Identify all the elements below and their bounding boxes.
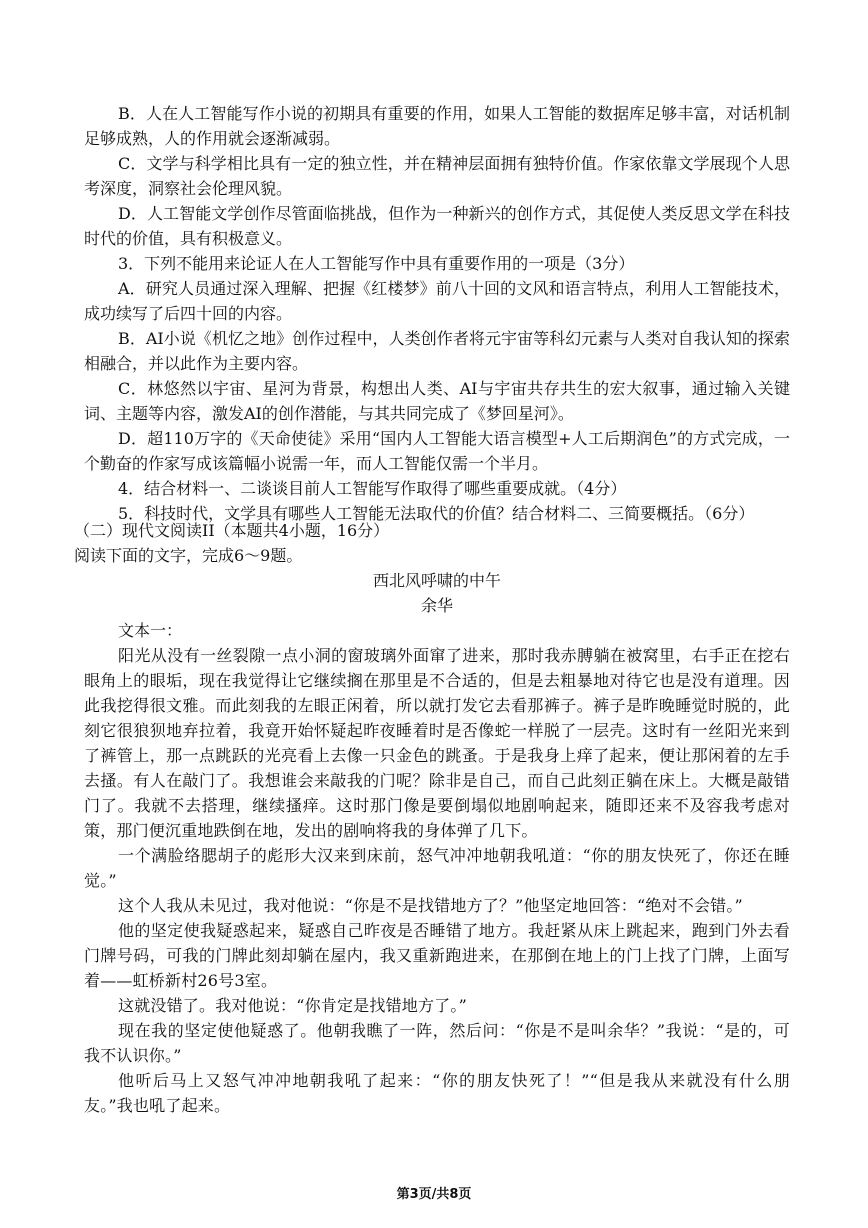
story-title: 西北风呼啸的中午 (372, 571, 501, 590)
story-paragraph: 这就没错了。我对他说：“你肯定是找错地方了。” (118, 996, 467, 1015)
option-q3-c: C．林悠然以宇宙、星河为背景，构想出人类、AI与宇宙共存共生的宏大叙事，通过输入关键词、主题等内容，激发AI的创作潜能，与其共同完成了《梦回星河》。 (84, 379, 790, 423)
story-paragraph: 一个满脸络腮胡子的彪形大汉来到床前，怒气冲冲地朝我吼道：“你的朋友快死了，你还在睡觉。” (84, 846, 790, 890)
question-3-stem: 3．下列不能用来论证人在人工智能写作中具有重要作用的一项是（3分） (118, 254, 635, 273)
option-q3-a: A．研究人员通过深入理解、把握《红楼梦》前八十回的文风和语言特点，利用人工智能技术，成功续写了后四十回的内容。 (84, 279, 790, 323)
story-paragraph: 这个人我从未见过，我对他说：“你是不是找错地方了？”他坚定地回答：“绝对不会错。” (118, 896, 743, 915)
story-paragraph: 他的坚定使我疑惑起来，疑惑自己昨夜是否睡错了地方。我赶紧从床上跳起来，跑到门外去看门牌号码，可我的门牌此刻却躺在屋内，我又重新跑进来，在那倒在地上的门上找了门牌，上面写着——虹桥新村26号3室。 (84, 921, 790, 990)
option-q2-b: B．人在人工智能写作小说的初期具有重要的作用，如果人工智能的数据库足够丰富，对话机制足够成熟，人的作用就会逐渐减弱。 (84, 104, 790, 148)
story-paragraph: 现在我的坚定使他疑惑了。他朝我瞧了一阵，然后问：“你是不是叫余华？”我说：“是的，可我不认识你。” (84, 1021, 790, 1065)
section-heading: （二）现代文阅读II（本题共4小题，16分） (74, 521, 390, 540)
question-4: 4．结合材料一、二谈谈目前人工智能写作取得了哪些重要成就。（4分） (118, 479, 627, 498)
question-5: 5．科技时代，文学具有哪些人工智能无法取代的价值？结合材料二、三简要概括。（6分） (118, 504, 755, 523)
story-author: 余华 (420, 596, 453, 615)
story-block (84, 568, 790, 1118)
story-body (84, 643, 790, 1118)
option-q2-c: C．文学与科学相比具有一定的独立性，并在精神层面拥有独特价值。作家依靠文学展现个人思考深度，洞察社会伦理风貌。 (84, 154, 790, 198)
option-q3-b: B．AI小说《机忆之地》创作过程中，人类创作者将元宇宙等科幻元素与人类对自我认知的探索相融合，并以此作为主要内容。 (84, 329, 790, 373)
page-number: 第3页/共8页 (396, 1187, 472, 1202)
text-label: 文本一： (118, 621, 183, 640)
upper-section (84, 101, 790, 526)
section-header-block (74, 518, 790, 568)
option-q2-d: D．人工智能文学创作尽管面临挑战，但作为一种新兴的创作方式，其促使人类反思文学在科技时代的价值，具有积极意义。 (84, 204, 790, 248)
story-paragraph: 阳光从没有一丝裂隙一点小洞的窗玻璃外面窜了进来，那时我赤膊躺在被窝里，右手正在挖右眼角上的眼垢，现在我觉得让它继续搁在那里是不合适的，但是去粗暴地对待它也是没有道理。因此我挖得很文雅。而此刻我的左眼正闲着，所以就打发它去看那裤子。裤子是昨晚睡觉时脱的，此刻它很狼狈地弃拉着，我竟开始怀疑起昨夜睡着时是否像蛇一样脱了一层壳。这时有一丝阳光来到了裤管上，那一点跳跃的光亮看上去像一只金色的跳蚤。于是我身上痒了起来，便让那闲着的左手去搔。有人在敲门了。我想谁会来敲我的门呢？除非是自己，而自己此刻正躺在床上。大概是敲错门了。我就不去搭理，继续搔痒。这时那门像是要倒塌似地剧响起来，随即还来不及容我考虑对策，那门便沉重地跌倒在地，发出的剧响将我的身体弹了几下。 (84, 646, 790, 840)
story-paragraph: 他听后马上又怒气冲冲地朝我吼了起来：“你的朋友快死了！”“但是我从来就没有什么朋友。”我也吼了起来。 (84, 1071, 790, 1115)
option-q3-d: D．超110万字的《天命使徒》采用“国内人工智能大语言模型+人工后期润色”的方式完成，一个勤奋的作家写成该篇幅小说需一年，而人工智能仅需一个半月。 (84, 429, 790, 473)
instruction-text: 阅读下面的文字，完成6～9题。 (74, 546, 303, 565)
